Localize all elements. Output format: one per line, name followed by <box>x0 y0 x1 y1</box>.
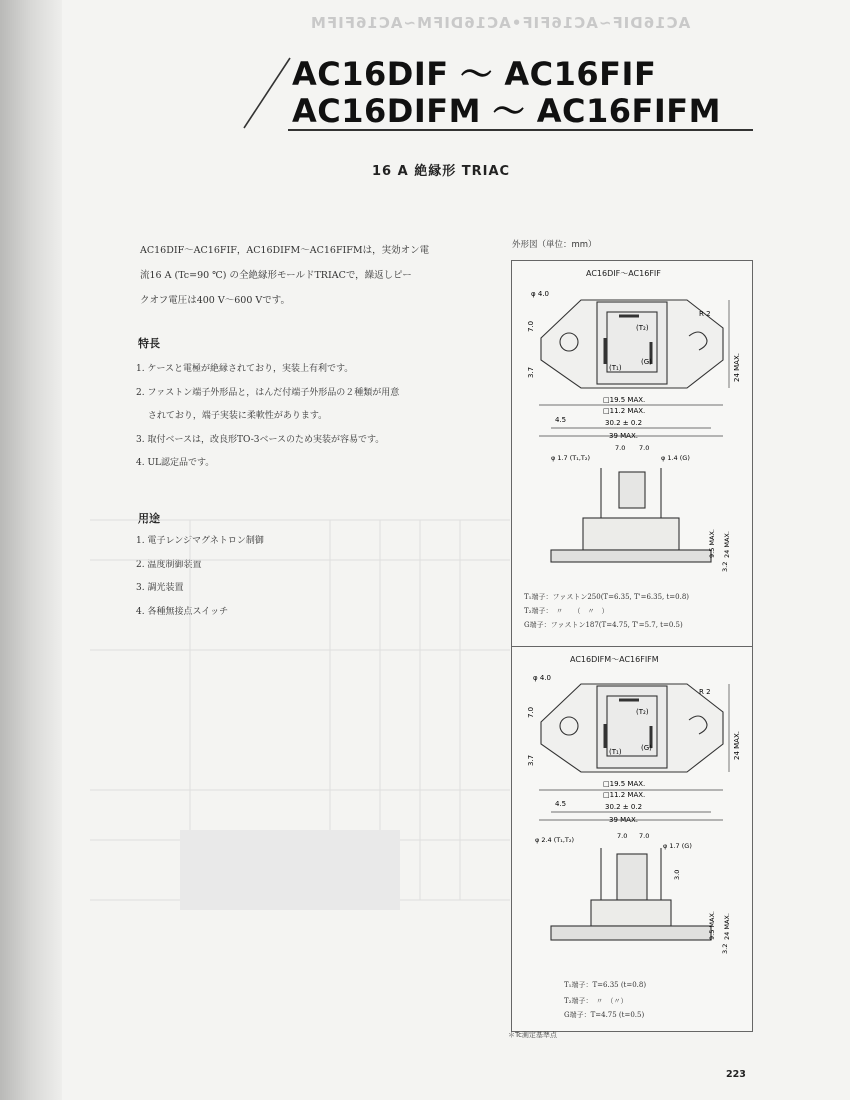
dim-h70-2: 7.0 <box>527 706 535 718</box>
dim-r2-2: R 2 <box>699 688 711 696</box>
dim-d32-2: 3.2 <box>721 943 729 954</box>
package-1-top-view <box>541 300 723 388</box>
title-line-1: AC16DIF ～ AC16FIF <box>292 55 657 93</box>
dim-w39-2: 39 MAX. <box>609 816 638 824</box>
t2-label-1: (T₂) <box>636 324 649 332</box>
pkg2-note: G端子：T=4.75 (t=0.5) <box>564 1011 645 1019</box>
dim-p70b-2: 7.0 <box>639 832 650 840</box>
list-item: 1. 電子レンジマグネトロン制御 <box>136 536 264 546</box>
page-subtitle: 16 A 絶縁形 TRIAC <box>372 164 511 179</box>
dim-pin24-2: φ 2.4 (T₁,T₂) <box>535 836 575 844</box>
outline-label: 外形図（単位：mm） <box>512 240 597 250</box>
t1-label-2: (T₁) <box>609 748 622 756</box>
dim-h70-1: 7.0 <box>527 320 535 332</box>
dim-24max-2: 24 MAX. <box>733 731 741 760</box>
list-item: 1. ケースと電極が絶縁されており，実装上有利です。 <box>136 364 354 374</box>
t2-label-2: (T₂) <box>636 708 649 716</box>
dim-sq195-2: □19.5 MAX. <box>603 780 646 788</box>
list-item: 3. 調光装置 <box>136 583 184 593</box>
page-number: 223 <box>726 1069 746 1080</box>
dim-d95-1: 9.5 MAX. <box>708 529 716 558</box>
dim-p70a-2: 7.0 <box>617 832 628 840</box>
pkg2-note: T₂端子： 〃 （〃） <box>564 997 628 1005</box>
list-item: 4. UL認定品です。 <box>136 458 215 468</box>
list-item: 3. 取付ベースは，改良形TO-3ベースのため実装が容易です。 <box>136 434 385 445</box>
package-2-top-view <box>541 684 723 772</box>
dim-p70b-1: 7.0 <box>639 444 650 452</box>
g-label-1: (G) <box>641 358 652 366</box>
list-item: 2. 温度制御装置 <box>136 559 202 570</box>
dim-d24max-side-2: 24 MAX. <box>723 913 731 940</box>
dim-d32-1: 3.2 <box>721 561 729 572</box>
dim-pin13-1: φ 1.7 (T₁,T₂) <box>551 454 591 462</box>
package-1-side-view <box>551 468 711 562</box>
dim-p70a-1: 7.0 <box>615 444 626 452</box>
pkg1-note: T₁端子：ファストン250(T=6.35, T'=6.35, t=0.8) <box>524 593 690 601</box>
outline-drawing <box>511 260 751 1030</box>
pkg1-note: G端子：ファストン187(T=4.75, T'=5.7, t=0.5) <box>524 621 683 629</box>
package-2-title: AC16DIFM～AC16FIFM <box>570 655 659 664</box>
dim-d24max-side-1: 24 MAX. <box>723 531 731 558</box>
package-2-side-view <box>551 848 711 940</box>
title-slash-line <box>244 58 290 128</box>
dim-sq112-1: □11.2 MAX. <box>603 407 646 415</box>
bleed-through-block <box>180 830 400 910</box>
dim-d45-2: 4.5 <box>555 800 567 808</box>
page-title <box>292 56 721 130</box>
dim-d40-2: φ 4.0 <box>533 674 551 682</box>
intro-line: AC16DIF～AC16FIF，AC16DIFM～AC16FIFMは，実効オン電 <box>140 245 430 256</box>
bleed-through-header: AC16DIF~AC16FIF•AC16DIFM~AC16FIFM <box>310 14 691 32</box>
dim-pin17-2: φ 1.7 (G) <box>663 842 692 850</box>
title-line-2: AC16DIFM ～ AC16FIFM <box>292 92 721 130</box>
t1-label-1: (T₁) <box>609 364 622 372</box>
dim-h37-2: 3.7 <box>527 754 535 766</box>
dim-w302-1: 30.2 ± 0.2 <box>605 419 643 427</box>
pkg1-note: T₂端子： 〃 （ 〃 ） <box>524 607 609 615</box>
footnote: ＊Tc測定基準点 <box>508 1031 557 1039</box>
g-label-2: (G) <box>641 744 652 752</box>
dim-d45-1: 4.5 <box>555 416 567 424</box>
list-item: 2. ファストン端子外形品と，はんだ付端子外形品の２種類が用意 <box>136 387 400 398</box>
dim-d30-2: 3.0 <box>673 869 681 880</box>
intro-line: クオフ電圧は400 V～600 Vです。 <box>140 295 290 306</box>
dim-sq112-2: □11.2 MAX. <box>603 791 646 799</box>
dim-w39-1: 39 MAX. <box>609 432 638 440</box>
package-1-title: AC16DIF～AC16FIF <box>586 269 661 278</box>
pkg2-note: T₁端子：T=6.35 (t=0.8) <box>564 981 647 989</box>
features-list <box>136 358 506 476</box>
dim-sq195-1: □19.5 MAX. <box>603 396 646 404</box>
bleed-through-table <box>90 500 510 980</box>
intro-paragraph <box>140 238 510 313</box>
features-heading: 特長 <box>138 337 160 350</box>
dim-d40-1: φ 4.0 <box>531 290 549 298</box>
book-spine-shadow <box>0 0 62 1100</box>
dim-pin14-1: φ 1.4 (G) <box>661 454 690 462</box>
dim-24max-1: 24 MAX. <box>733 353 741 382</box>
dim-d95-2: 9.5 MAX. <box>708 911 716 940</box>
list-item: 4. 各種無接点スイッチ <box>136 606 229 617</box>
list-item: されており，端子実装に柔軟性があります。 <box>136 411 328 421</box>
dim-w302-2: 30.2 ± 0.2 <box>605 803 643 811</box>
dim-r2-1: R 2 <box>699 310 711 318</box>
applications-heading: 用途 <box>138 512 160 525</box>
intro-line: 流16 A (Tc=90 ℃) の全絶縁形モールドTRIACで，繰返しピー <box>140 270 412 281</box>
dim-h37-1: 3.7 <box>527 366 535 378</box>
